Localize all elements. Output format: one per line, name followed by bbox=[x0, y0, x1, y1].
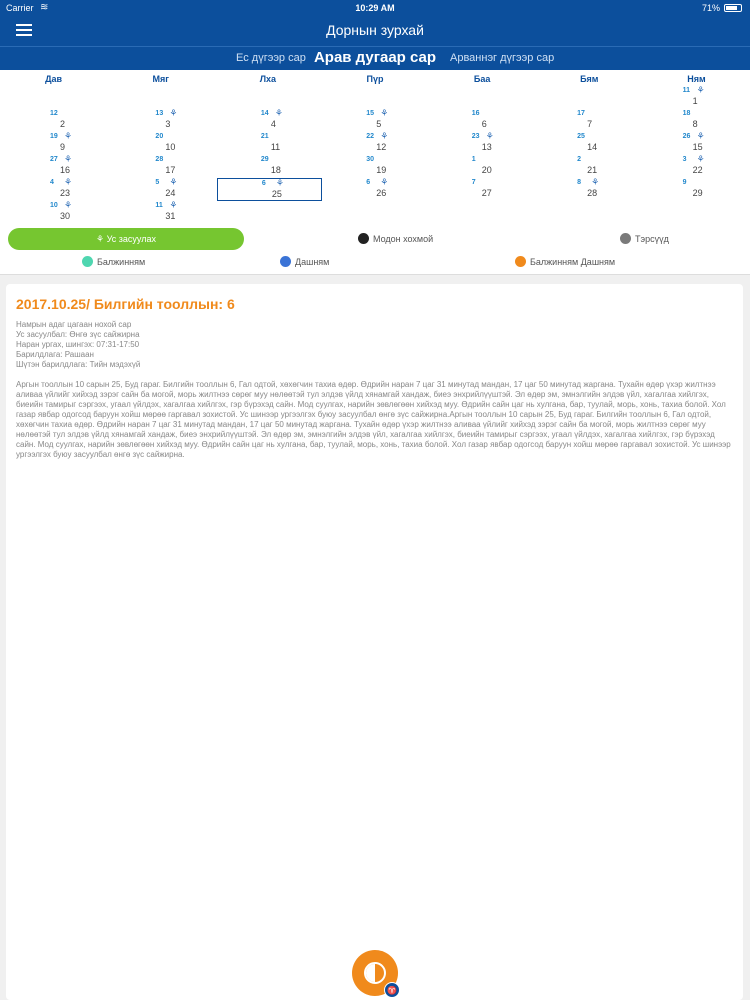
water-treatment-button[interactable] bbox=[8, 228, 244, 250]
calendar-day-number: 7 bbox=[587, 119, 593, 129]
water-drop-icon: ⚘ bbox=[275, 178, 284, 188]
info-line: Шүтэн барилдлага: Тийн мэдэхүй bbox=[16, 360, 141, 369]
calendar-day-14[interactable] bbox=[533, 132, 638, 155]
legend-both bbox=[515, 256, 615, 267]
water-drop-icon: ⚘ bbox=[380, 131, 389, 141]
calendar bbox=[0, 70, 750, 275]
water-drop-icon: ⚘ bbox=[591, 177, 600, 187]
calendar-day-15[interactable] bbox=[639, 132, 744, 155]
calendar-day-number: 20 bbox=[481, 165, 492, 175]
water-drop-icon: ⚘ bbox=[274, 108, 283, 118]
day-detail-heading: 2017.10.25/ Билгийн тооллын: 6 bbox=[16, 296, 235, 312]
calendar-day-number: 22 bbox=[692, 165, 703, 175]
both-dot-icon bbox=[515, 256, 526, 267]
weekday-label: Мяг bbox=[152, 74, 169, 84]
next-month-button[interactable]: Арваннэг дүгээр сар bbox=[450, 52, 555, 64]
calendar-day-number: 21 bbox=[587, 165, 598, 175]
tersuud-dot-icon bbox=[620, 233, 631, 244]
lunar-day-number: 13 bbox=[155, 110, 164, 117]
prev-month-button[interactable]: Ес дүгээр сар bbox=[236, 52, 306, 64]
lunar-day-number: 20 bbox=[155, 133, 164, 140]
info-line: Намрын адаг цагаан нохой сар bbox=[16, 320, 132, 329]
yin-yang-fab-button[interactable] bbox=[352, 950, 398, 996]
water-drop-icon: ⚘ bbox=[64, 177, 73, 187]
lunar-day-number: 9 bbox=[682, 179, 687, 186]
calendar-day-19[interactable] bbox=[322, 155, 427, 178]
lunar-day-number: 21 bbox=[260, 133, 269, 140]
day-detail-card bbox=[6, 284, 743, 1000]
calendar-empty-cell bbox=[322, 201, 427, 224]
calendar-day-25[interactable] bbox=[217, 178, 322, 201]
month-selector bbox=[0, 46, 750, 70]
water-drop-icon: ⚘ bbox=[169, 108, 178, 118]
legend-baljinniam-label: Балжинням bbox=[97, 256, 146, 267]
calendar-day-number: 17 bbox=[165, 165, 176, 175]
weekday-label: Бям bbox=[580, 74, 599, 84]
calendar-empty-cell bbox=[322, 86, 427, 109]
lunar-day-number: 10 bbox=[50, 202, 58, 209]
calendar-day-3[interactable] bbox=[111, 109, 216, 132]
calendar-day-number: 23 bbox=[60, 188, 71, 198]
calendar-day-number: 25 bbox=[271, 189, 282, 199]
calendar-empty-cell bbox=[217, 86, 322, 109]
calendar-empty-cell bbox=[533, 201, 638, 224]
calendar-day-number: 29 bbox=[692, 188, 703, 198]
calendar-empty-cell bbox=[217, 201, 322, 224]
calendar-day-22[interactable] bbox=[639, 155, 744, 178]
lunar-day-number: 6 bbox=[366, 179, 371, 186]
water-drop-icon: ⚘ bbox=[380, 177, 389, 187]
calendar-day-number: 14 bbox=[587, 142, 598, 152]
lunar-day-number: 8 bbox=[577, 179, 582, 186]
calendar-day-number: 2 bbox=[60, 119, 66, 129]
lunar-day-number: 3 bbox=[682, 156, 687, 163]
calendar-grid bbox=[0, 86, 750, 224]
calendar-day-12[interactable] bbox=[322, 132, 427, 155]
lunar-day-number: 14 bbox=[260, 110, 269, 117]
dashniam-dot-icon bbox=[280, 256, 291, 267]
water-drop-icon: ⚘ bbox=[380, 108, 389, 118]
nav-bar bbox=[0, 16, 750, 46]
water-treatment-label: Ус засуулах bbox=[106, 234, 156, 244]
legend-row bbox=[0, 252, 750, 272]
water-drop-icon: ⚘ bbox=[64, 154, 73, 164]
lunar-day-number: 11 bbox=[682, 87, 690, 94]
current-month-title: Арав дугаар сар bbox=[313, 49, 437, 66]
calendar-day-21[interactable] bbox=[533, 155, 638, 178]
lunar-day-number: 28 bbox=[155, 156, 164, 163]
app-title: Дорнын зурхай bbox=[326, 22, 424, 38]
wood-dot-icon bbox=[358, 233, 369, 244]
info-line: Наран ургах, шингэх: 07:31-17:50 bbox=[16, 340, 140, 349]
weekday-header bbox=[0, 70, 750, 84]
legend-both-label: Балжинням Дашням bbox=[530, 256, 616, 267]
calendar-empty-cell bbox=[111, 86, 216, 109]
lunar-day-number: 17 bbox=[577, 110, 585, 117]
calendar-day-13[interactable] bbox=[428, 132, 533, 155]
calendar-day-number: 4 bbox=[270, 119, 276, 129]
weekday-label: Ням bbox=[687, 74, 706, 84]
battery-percent: 71% bbox=[701, 3, 720, 13]
calendar-day-27[interactable] bbox=[428, 178, 533, 201]
calendar-day-20[interactable] bbox=[428, 155, 533, 178]
weekday-label: Пүр bbox=[366, 74, 384, 84]
lunar-day-number: 19 bbox=[50, 133, 58, 140]
baljinniam-dot-icon bbox=[82, 256, 93, 267]
info-line: Ус засуулбал: Өнгө зүс сайжирна bbox=[16, 330, 140, 339]
lunar-day-number: 22 bbox=[366, 133, 375, 140]
lunar-day-number: 23 bbox=[471, 133, 480, 140]
legend-row bbox=[0, 228, 750, 250]
lunar-day-number: 18 bbox=[682, 110, 691, 117]
lunar-day-number: 7 bbox=[471, 179, 476, 186]
calendar-empty-cell bbox=[6, 86, 111, 109]
water-drop-icon: ⚘ bbox=[696, 154, 705, 164]
calendar-day-number: 12 bbox=[376, 142, 387, 152]
lunar-day-number: 2 bbox=[577, 156, 582, 163]
calendar-day-number: 3 bbox=[165, 119, 171, 129]
wifi-icon: ≋ bbox=[40, 2, 49, 13]
legend-dashniam-label: Дашням bbox=[295, 256, 330, 267]
calendar-day-number: 9 bbox=[60, 142, 66, 152]
weekday-label: Баа bbox=[473, 74, 491, 84]
calendar-day-number: 16 bbox=[60, 165, 71, 175]
calendar-day-number: 19 bbox=[376, 165, 387, 175]
day-description: Аргын тооллын 10 сарын 25, Буд гараг. Билгийн тооллын 6, Гал одтой, хөхөгчин тахиа өдөр. Өдрийн наран 7 цаг 31 минутад мандан, 17 цаг 50 минутад жаргана. Тухайн өдөр үхэр жилтнээ аливаа үйлийг хийхэд зэрэг сайн ба могой, морь жилтнээ сөрөг муу нөлөөтэй тул элдэв үйлд хянамгай хандаж, биеэ энхрийлүүштэй. Эл өдөр эм, эмнэлгийн элдэв үйл, хагалгаа хийлгэх, биеийн тамирыг сэргээх, угаал үйлдэх, хагалгаа хийлгэх, гэр бүрэхэд сайн. Мод суулгах, нарийн зөвлөгөөн хийхэд муу. Өдрийн сайн цаг нь хулгана, бар, туулай, морь, хонь, тахиа болой. Хол газар явбар одогсод баруун хойш мөрөө гаргавал зохистой. Ус шинээр ургээлгэх буюу засуулбал өнгө зүс сайжирна.Аргын тооллын 10 сарын 25, Буд гараг. Билгийн тооллын 6, Гал одтой, хөхөгчин тахиа өдөр. Өдрийн наран 7 цаг 31 минутад мандан, 17 цаг 50 минутад жаргана. Тухайн өдөр үхэр жилтнээ аливаа үйлийг хийхэд зэрэг сайн ба могой, морь жилтнээ сөрөг муу нөлөөтэй тул элдэв үйлд хянамгай хандаж, биеэ энхрийлүүштэй. Эл өдөр эм, эмнэлгийн элдэв үйл, хагалгаа хийлгэх, биеийн тамирыг сэргээх, угаал үйлдэх, хагалгаа хийлгэх, гэр бүрэхэд сайн. Мод суулгах, нарийн зөвлөгөөн хийхэд муу. Өдрийн сайн цаг нь хулгана, бар, туулай, морь, хонь, тахиа болой. Хол газар явбар одогсод баруун хойш мөрөө гаргавал зохистой. Ус шинээр ургээлгэх буюу засуулбал өнгө зүс сайжирна. bbox=[16, 380, 731, 459]
carrier-label: Carrier bbox=[6, 3, 34, 13]
water-drop-icon: ⚘ bbox=[64, 131, 73, 141]
info-line: Барилдлага: Рашаан bbox=[16, 350, 94, 359]
calendar-day-31[interactable] bbox=[111, 201, 216, 224]
calendar-day-number: 28 bbox=[587, 188, 598, 198]
day-info-list bbox=[16, 320, 140, 370]
calendar-day-number: 1 bbox=[692, 96, 698, 106]
calendar-day-number: 11 bbox=[270, 142, 281, 152]
status-bar bbox=[0, 0, 750, 16]
legend-wood bbox=[358, 233, 433, 244]
water-drop-icon: ⚘ bbox=[696, 131, 705, 141]
zodiac-badge-icon: ♈ bbox=[384, 982, 400, 998]
calendar-day-4[interactable] bbox=[217, 109, 322, 132]
lunar-day-number: 1 bbox=[471, 156, 476, 163]
calendar-day-5[interactable] bbox=[322, 109, 427, 132]
lunar-day-number: 5 bbox=[155, 179, 160, 186]
status-time: 10:29 AM bbox=[355, 3, 395, 13]
lunar-day-number: 16 bbox=[471, 110, 480, 117]
lunar-day-number: 26 bbox=[682, 133, 691, 140]
calendar-day-23[interactable] bbox=[6, 178, 111, 201]
water-drop-icon: ⚘ bbox=[696, 85, 705, 95]
calendar-day-number: 26 bbox=[376, 188, 387, 198]
calendar-day-number: 15 bbox=[692, 142, 703, 152]
lunar-day-number: 6 bbox=[261, 180, 266, 187]
legend-tersuud-label: Тэрсүүд bbox=[635, 233, 669, 244]
weekday-label: Дав bbox=[45, 74, 63, 84]
calendar-day-number: 31 bbox=[165, 211, 176, 221]
legend-wood-label: Модон хохмой bbox=[373, 233, 434, 244]
lunar-day-number: 15 bbox=[366, 110, 375, 117]
lunar-day-number: 11 bbox=[155, 202, 163, 209]
calendar-day-11[interactable] bbox=[217, 132, 322, 155]
calendar-day-8[interactable] bbox=[639, 109, 744, 132]
calendar-day-6[interactable] bbox=[428, 109, 533, 132]
lunar-day-number: 4 bbox=[50, 179, 54, 186]
lunar-day-number: 29 bbox=[260, 156, 269, 163]
water-drop-icon: ⚘ bbox=[169, 177, 178, 187]
legend-dashniam bbox=[280, 256, 329, 267]
weekday-label: Лха bbox=[259, 74, 277, 84]
calendar-day-18[interactable] bbox=[217, 155, 322, 178]
calendar-day-16[interactable] bbox=[6, 155, 111, 178]
lunar-day-number: 30 bbox=[366, 156, 375, 163]
lunar-day-number: 25 bbox=[577, 133, 585, 140]
calendar-day-2[interactable] bbox=[6, 109, 111, 132]
calendar-day-number: 5 bbox=[376, 119, 382, 129]
calendar-empty-cell bbox=[428, 86, 533, 109]
calendar-day-1[interactable] bbox=[639, 86, 744, 109]
calendar-day-number: 8 bbox=[692, 119, 698, 129]
calendar-day-7[interactable] bbox=[533, 109, 638, 132]
calendar-day-9[interactable] bbox=[6, 132, 111, 155]
legend-tersuud bbox=[620, 233, 669, 244]
calendar-day-30[interactable] bbox=[6, 201, 111, 224]
water-drop-icon: ⚘ bbox=[485, 131, 494, 141]
calendar-day-28[interactable] bbox=[533, 178, 638, 201]
legend-baljinniam bbox=[82, 256, 145, 267]
calendar-day-24[interactable] bbox=[111, 178, 216, 201]
calendar-day-number: 24 bbox=[165, 188, 176, 198]
calendar-day-number: 30 bbox=[60, 211, 71, 221]
calendar-day-29[interactable] bbox=[639, 178, 744, 201]
calendar-day-number: 10 bbox=[165, 142, 176, 152]
calendar-day-number: 6 bbox=[481, 119, 487, 129]
water-drop-icon: ⚘ bbox=[96, 234, 105, 244]
lunar-day-number: 12 bbox=[50, 110, 58, 117]
lunar-day-number: 27 bbox=[50, 156, 58, 163]
calendar-day-number: 27 bbox=[481, 188, 492, 198]
calendar-day-17[interactable] bbox=[111, 155, 216, 178]
calendar-day-number: 13 bbox=[481, 142, 492, 152]
calendar-empty-cell bbox=[533, 86, 638, 109]
yin-yang-icon bbox=[364, 962, 386, 984]
calendar-empty-cell bbox=[639, 201, 744, 224]
battery-icon bbox=[724, 4, 742, 12]
water-drop-icon: ⚘ bbox=[64, 200, 73, 210]
water-drop-icon: ⚘ bbox=[169, 200, 178, 210]
calendar-day-number: 18 bbox=[270, 165, 281, 175]
calendar-day-26[interactable] bbox=[322, 178, 427, 201]
calendar-empty-cell bbox=[428, 201, 533, 224]
calendar-day-10[interactable] bbox=[111, 132, 216, 155]
